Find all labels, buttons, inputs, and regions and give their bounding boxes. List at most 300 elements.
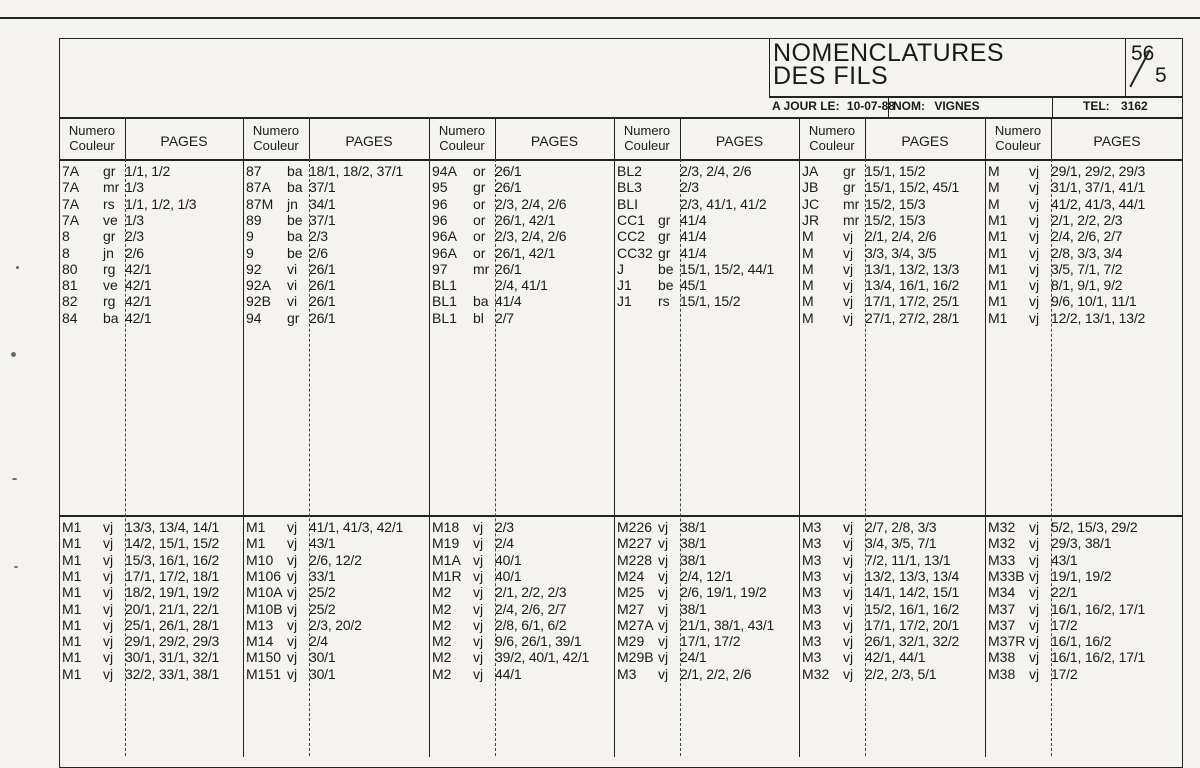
wire-number: M14: [246, 633, 274, 650]
wire-color: be: [287, 211, 303, 228]
wire-color: vj: [843, 535, 854, 552]
wire-color: vi: [287, 260, 298, 277]
wire-pages: 15/1, 15/2, 45/1: [865, 179, 960, 196]
wire-number: 96A: [432, 244, 457, 261]
wire-number: M: [802, 260, 814, 277]
wire-number: M3: [802, 600, 822, 617]
wire-number: 94: [246, 309, 262, 326]
numero-couleur-header: [59, 123, 125, 153]
wire-number: M32: [988, 519, 1016, 535]
wire-color: rg: [103, 260, 116, 277]
numero-header-label: Numero: [68, 123, 116, 138]
wire-color: vj: [287, 649, 298, 666]
wire-number: M1: [988, 260, 1008, 277]
wire-color: vj: [1029, 584, 1040, 601]
wire-color: vj: [473, 649, 484, 666]
wire-color: vj: [843, 665, 854, 682]
title-line-2: DES FILS: [773, 62, 889, 90]
wire-number: M: [802, 277, 814, 294]
wire-number: 8: [62, 228, 70, 245]
wire-pages: 29/3, 38/1: [1051, 535, 1112, 552]
wire-color: vj: [658, 633, 669, 650]
wire-number: M3: [802, 584, 822, 601]
wire-pages: 2/3, 2/4, 2/6: [495, 195, 567, 212]
wire-color: ba: [103, 309, 119, 326]
wire-color: vj: [473, 633, 484, 650]
wire-pages: 3/4, 3/5, 7/1: [865, 535, 937, 552]
wire-number: 87A: [246, 179, 271, 196]
wire-number: M1: [988, 211, 1008, 228]
wire-color: vj: [287, 633, 298, 650]
wire-number: CC1: [617, 211, 646, 228]
wire-color: vj: [658, 584, 669, 601]
numero-couleur-header: [614, 123, 680, 153]
wire-color: vj: [1029, 633, 1040, 650]
wire-number: M18: [432, 519, 460, 535]
wire-number: M1R: [432, 567, 462, 584]
scan-speck: [12, 478, 17, 480]
wire-number: M24: [617, 567, 645, 584]
wire-number: M1: [62, 600, 82, 617]
wire-color: vj: [658, 649, 669, 666]
wire-pages: 40/1: [495, 551, 522, 568]
group-divider: [429, 117, 430, 757]
wire-color: ba: [287, 228, 303, 245]
wire-color: vj: [843, 260, 854, 277]
wire-pages: 12/2, 13/1, 13/2: [1051, 309, 1146, 326]
wire-color: rs: [103, 195, 115, 212]
wire-color: vj: [658, 519, 669, 535]
wire-color: be: [287, 244, 303, 261]
wire-color: vj: [1029, 600, 1040, 617]
wire-pages: 2/3, 41/1, 41/2: [680, 195, 767, 212]
wire-pages: 15/2, 16/1, 16/2: [865, 600, 960, 617]
wire-color: vj: [287, 551, 298, 568]
wire-color: vj: [1029, 195, 1040, 212]
wire-color: vj: [843, 309, 854, 326]
wire-color: gr: [658, 244, 671, 261]
wire-pages: 2/3: [495, 519, 514, 535]
author: [893, 98, 980, 114]
scan-speck: [11, 352, 16, 357]
wire-number: M228: [617, 551, 653, 568]
wire-pages: 31/1, 37/1, 41/1: [1051, 179, 1146, 196]
wire-pages: 38/1: [680, 519, 707, 535]
wire-number: M29B: [617, 649, 654, 666]
wire-number: 84: [62, 309, 78, 326]
wire-color: gr: [658, 228, 671, 245]
wire-number: M3: [802, 519, 822, 535]
wire-color: ba: [287, 179, 303, 196]
wire-color: vj: [103, 535, 114, 552]
wire-color: vj: [843, 567, 854, 584]
wire-color: mr: [103, 179, 120, 196]
wire-color: gr: [843, 163, 856, 179]
author-label: NOM:: [893, 99, 925, 113]
wire-pages: 7/2, 11/1, 13/1: [865, 551, 951, 568]
wire-number: M1: [62, 665, 82, 682]
wire-color: vj: [843, 584, 854, 601]
wire-pages: 25/2: [309, 600, 336, 617]
wire-number: M106: [246, 567, 282, 584]
wire-color: vj: [287, 616, 298, 633]
wire-pages: 27/1, 27/2, 28/1: [865, 309, 960, 326]
wire-pages: 42/1: [125, 293, 152, 310]
phone-value: 3162: [1121, 99, 1148, 113]
wire-pages: 17/1, 17/2, 18/1: [125, 567, 220, 584]
wire-pages: 29/1, 29/2, 29/3: [125, 633, 220, 650]
wire-number: 9: [246, 244, 254, 261]
wire-number: M27: [617, 600, 645, 617]
couleur-header-label: Couleur: [439, 138, 485, 153]
wire-pages: 3/5, 7/1, 7/2: [1051, 260, 1123, 277]
wire-number: JR: [802, 211, 820, 228]
wire-color: vj: [473, 535, 484, 552]
wire-color: vj: [1029, 293, 1040, 310]
wire-color: vj: [103, 519, 114, 535]
wire-color: vj: [103, 649, 114, 666]
sheet-number: 56: [1131, 42, 1155, 65]
wire-pages: 14/1, 14/2, 15/1: [865, 584, 960, 601]
wire-color: jn: [103, 244, 114, 261]
wire-color: vj: [103, 665, 114, 682]
wire-number: M10B: [246, 600, 283, 617]
wire-color: vj: [843, 244, 854, 261]
wire-pages: 24/1: [680, 649, 707, 666]
wire-number: M2: [432, 665, 452, 682]
wire-pages: 2/1, 2/2, 2/3: [1051, 211, 1123, 228]
wire-color: vj: [843, 616, 854, 633]
wire-pages: 2/4, 2/6, 2/7: [1051, 228, 1123, 245]
wire-pages: 26/1: [309, 309, 336, 326]
wire-color: vj: [287, 567, 298, 584]
wire-color: gr: [287, 309, 300, 326]
wire-color: vj: [843, 228, 854, 245]
wire-color: vj: [658, 567, 669, 584]
pages-header: PAGES: [530, 133, 579, 149]
wire-color: ve: [103, 277, 118, 294]
wire-pages: 2/4, 41/1: [495, 277, 548, 294]
wire-pages: 2/4, 2/6, 2/7: [495, 600, 567, 617]
wire-number: 87M: [246, 195, 274, 212]
wire-pages: 39/2, 40/1, 42/1: [495, 649, 590, 666]
info-divider-2: [1052, 96, 1053, 117]
wire-pages: 45/1: [680, 277, 707, 294]
wire-number: M32: [988, 535, 1016, 552]
wire-pages: 34/1: [309, 195, 336, 212]
wire-pages: 44/1: [495, 665, 522, 682]
wire-number: BL1: [432, 277, 457, 294]
wire-pages: 26/1, 32/1, 32/2: [865, 633, 960, 650]
wire-pages: 2/6, 12/2: [309, 551, 362, 568]
wire-pages: 33/1: [309, 567, 336, 584]
wire-number: M38: [988, 649, 1016, 666]
wire-pages: 38/1: [680, 600, 707, 617]
wire-pages: 2/8, 6/1, 6/2: [495, 616, 567, 633]
wire-pages: 41/1, 41/3, 42/1: [309, 519, 404, 535]
wire-number: BL2: [617, 163, 642, 179]
couleur-header-label: Couleur: [624, 138, 670, 153]
wire-number: BLI: [617, 195, 639, 212]
wire-color: vj: [1029, 649, 1040, 666]
wire-color: vi: [287, 277, 298, 294]
wire-color: or: [473, 195, 486, 212]
phone: [1083, 98, 1148, 114]
wire-number: M1: [62, 519, 82, 535]
wire-pages: 2/7, 2/8, 3/3: [865, 519, 937, 535]
wire-pages: 43/1: [309, 535, 336, 552]
wire-color: vj: [287, 535, 298, 552]
couleur-header-label: Couleur: [253, 138, 299, 153]
wire-color: gr: [658, 211, 671, 228]
wire-pages: 26/1: [495, 260, 522, 277]
pages-header: PAGES: [901, 133, 949, 149]
pages-header: PAGES: [345, 133, 393, 149]
wire-pages: 15/2, 15/3: [865, 195, 926, 212]
couleur-header-label: Couleur: [995, 138, 1041, 153]
wire-number: 96: [432, 195, 448, 212]
wire-color: ve: [103, 211, 118, 228]
wire-number: J: [617, 260, 624, 277]
wire-number: J1: [617, 277, 632, 294]
wire-number: M: [802, 244, 814, 261]
numero-couleur-header: [799, 123, 865, 153]
wire-pages: 40/1: [495, 567, 522, 584]
wire-color: rg: [103, 293, 116, 310]
wire-number: M13: [246, 616, 274, 633]
wire-color: vj: [658, 665, 669, 682]
wire-pages: 2/3, 20/2: [309, 616, 362, 633]
wire-color: vj: [473, 665, 484, 682]
wire-number: M33: [988, 551, 1016, 568]
wire-pages: 2/7: [495, 309, 514, 326]
wire-number: M: [988, 195, 1000, 212]
wire-color: vj: [473, 519, 484, 535]
wire-pages: 2/1, 2/4, 2/6: [865, 228, 937, 245]
wire-number: M27A: [617, 616, 654, 633]
wire-color: vj: [843, 600, 854, 617]
wire-pages: 17/2: [1051, 665, 1078, 682]
wire-color: vj: [473, 600, 484, 617]
wire-pages: 26/1: [495, 163, 522, 179]
wire-color: ba: [287, 163, 303, 179]
wire-pages: 18/2, 19/1, 19/2: [125, 584, 220, 601]
wire-color: be: [658, 277, 674, 294]
wire-color: vj: [1029, 260, 1040, 277]
wire-color: vj: [287, 519, 298, 535]
wire-pages: 2/1, 2/2, 2/3: [495, 584, 567, 601]
wire-color: or: [473, 228, 486, 245]
wire-number: M25: [617, 584, 645, 601]
wire-color: vj: [103, 600, 114, 617]
wire-number: M2: [432, 616, 452, 633]
numero-header-label: Numero: [808, 123, 856, 138]
wire-pages: 18/1, 18/2, 37/1: [309, 163, 404, 179]
wire-color: gr: [473, 179, 486, 196]
wire-number: CC2: [617, 228, 646, 245]
numero-couleur-header: [429, 123, 495, 153]
title-line-1: NOMENCLATURES: [773, 39, 1005, 67]
wire-pages: 32/2, 33/1, 38/1: [125, 665, 220, 682]
wire-pages: 2/3: [309, 228, 328, 245]
wire-color: vj: [1029, 567, 1040, 584]
wire-color: vj: [1029, 551, 1040, 568]
wire-pages: 29/1, 29/2, 29/3: [1051, 163, 1146, 179]
wire-color: jn: [287, 195, 298, 212]
update-label: A JOUR LE:: [772, 99, 840, 113]
wire-number: BL3: [617, 179, 642, 196]
wire-number: M1: [62, 633, 82, 650]
wire-number: M2: [432, 633, 452, 650]
wire-number: M1: [246, 535, 266, 552]
wire-number: M3: [802, 616, 822, 633]
wire-color: or: [473, 211, 486, 228]
wire-pages: 9/6, 26/1, 39/1: [495, 633, 582, 650]
wire-pages: 37/1: [309, 211, 336, 228]
wire-number: M37: [988, 616, 1016, 633]
wire-pages: 2/8, 3/3, 3/4: [1051, 244, 1123, 261]
wire-number: 89: [246, 211, 262, 228]
wire-color: vj: [1029, 228, 1040, 245]
numero-couleur-header: [985, 123, 1051, 153]
wire-number: M37: [988, 600, 1016, 617]
wire-pages: 15/2, 15/3: [865, 211, 926, 228]
wire-color: vj: [1029, 665, 1040, 682]
wire-color: vj: [658, 551, 669, 568]
author-value: VIGNES: [934, 99, 980, 113]
wire-number: 7A: [62, 179, 80, 196]
wire-number: M10: [246, 551, 274, 568]
wire-pages: 1/3: [125, 211, 144, 228]
wire-number: 82: [62, 293, 78, 310]
wire-pages: 2/3, 2/4, 2/6: [680, 163, 752, 179]
wire-number: 7A: [62, 195, 80, 212]
wire-number: M10A: [246, 584, 283, 601]
wire-pages: 41/4: [495, 293, 522, 310]
wire-number: M3: [802, 551, 822, 568]
wire-color: vj: [1029, 163, 1040, 179]
wire-number: M1: [246, 519, 266, 535]
wire-number: M3: [802, 567, 822, 584]
group-divider: [799, 117, 800, 757]
wire-number: 80: [62, 260, 78, 277]
group-divider: [614, 117, 615, 757]
wire-pages: 2/4: [309, 633, 328, 650]
update-date: [772, 98, 895, 114]
wire-number: 87: [246, 163, 262, 179]
pages-header: PAGES: [160, 133, 208, 149]
wire-number: M3: [802, 649, 822, 666]
wire-pages: 30/1: [309, 665, 336, 682]
sheet-top-edge: [0, 17, 1200, 19]
wire-number: CC32: [617, 244, 653, 261]
wire-number: M19: [432, 535, 460, 552]
wire-color: vj: [843, 649, 854, 666]
wire-pages: 17/1, 17/2, 25/1: [865, 293, 960, 310]
wire-pages: 26/1, 42/1: [495, 244, 556, 261]
update-value: 10-07-88: [846, 99, 895, 113]
wire-color: vj: [1029, 309, 1040, 326]
wire-color: vj: [843, 551, 854, 568]
wire-color: vj: [103, 551, 114, 568]
phone-label: TEL:: [1083, 99, 1110, 113]
wire-number: J1: [617, 293, 632, 310]
wire-number: M226: [617, 519, 653, 535]
wire-color: vj: [1029, 519, 1040, 535]
wire-pages: 25/1, 26/1, 28/1: [125, 616, 220, 633]
wire-color: mr: [473, 260, 490, 277]
numero-header-label: Numero: [623, 123, 671, 138]
wire-number: M227: [617, 535, 653, 552]
wire-pages: 15/1, 15/2: [680, 293, 741, 310]
wire-pages: 14/2, 15/1, 15/2: [125, 535, 220, 552]
wire-number: M1: [62, 567, 82, 584]
wire-pages: 38/1: [680, 535, 707, 552]
wire-number: M1: [62, 584, 82, 601]
wire-color: vj: [1029, 244, 1040, 261]
wire-pages: 17/2: [1051, 616, 1078, 633]
wire-color: rs: [658, 293, 670, 310]
wire-pages: 41/4: [680, 244, 707, 261]
wire-pages: 26/1: [309, 277, 336, 294]
wire-pages: 3/3, 3/4, 3/5: [865, 244, 937, 261]
wire-number: JC: [802, 195, 820, 212]
wire-pages: 42/1: [125, 309, 152, 326]
wire-pages: 41/2, 41/3, 44/1: [1051, 195, 1146, 212]
couleur-header-label: Couleur: [809, 138, 855, 153]
wire-number: M151: [246, 665, 282, 682]
wire-color: vj: [473, 567, 484, 584]
wire-number: 9: [246, 228, 254, 245]
wire-number: 92: [246, 260, 262, 277]
wire-number: M: [988, 179, 1000, 196]
scan-speck: [14, 566, 18, 568]
wire-color: vj: [843, 277, 854, 294]
wire-number: M1: [988, 309, 1008, 326]
wire-number: M2: [432, 600, 452, 617]
wire-pages: 2/6, 19/1, 19/2: [680, 584, 767, 601]
wire-number: 81: [62, 277, 78, 294]
numero-header-label: Numero: [438, 123, 486, 138]
header-rule-top: [59, 117, 1183, 119]
wire-pages: 13/1, 13/2, 13/3: [865, 260, 960, 277]
wire-color: gr: [843, 179, 856, 196]
wire-color: vj: [658, 535, 669, 552]
wire-color: mr: [843, 211, 860, 228]
wire-color: vi: [287, 293, 298, 310]
wire-color: ba: [473, 293, 489, 310]
wire-color: vj: [287, 665, 298, 682]
wire-color: vj: [843, 519, 854, 535]
wire-pages: 2/4: [495, 535, 514, 552]
wire-pages: 42/1, 44/1: [865, 649, 926, 666]
wire-number: M3: [802, 633, 822, 650]
wire-number: M37R: [988, 633, 1026, 650]
wire-number: BL1: [432, 309, 457, 326]
wire-number: M1: [988, 228, 1008, 245]
wire-pages: 1/1, 1/2: [125, 163, 171, 179]
wire-number: M: [802, 293, 814, 310]
wire-color: vj: [473, 616, 484, 633]
wire-pages: 25/2: [309, 584, 336, 601]
wire-number: M1: [62, 616, 82, 633]
numero-header-label: Numero: [994, 123, 1042, 138]
wire-color: vj: [1029, 211, 1040, 228]
wire-number: 97: [432, 260, 448, 277]
wire-pages: 20/1, 21/1, 22/1: [125, 600, 220, 617]
wire-number: 92A: [246, 277, 271, 294]
wire-color: vj: [103, 616, 114, 633]
